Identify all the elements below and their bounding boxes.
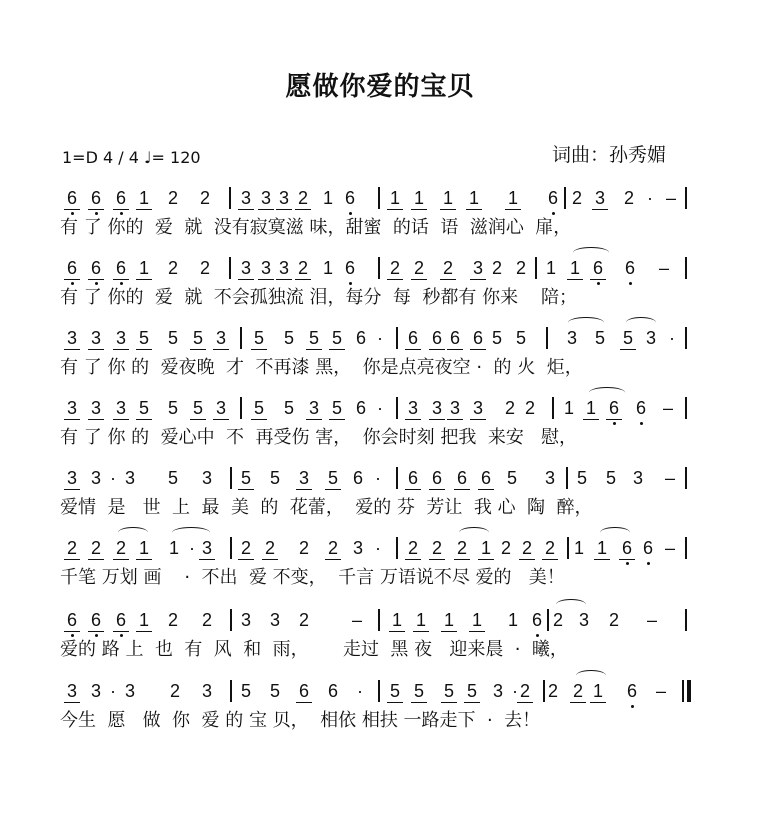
note: 1 xyxy=(438,187,458,215)
barline xyxy=(240,327,242,349)
note: 3 xyxy=(645,328,656,348)
barline xyxy=(230,609,232,631)
note: 6 xyxy=(427,467,447,495)
note: 6 xyxy=(86,257,106,285)
note: 6 xyxy=(294,680,314,708)
sustain-dash: – xyxy=(658,258,669,278)
note: 1 xyxy=(387,609,407,637)
note: 2 xyxy=(298,538,309,558)
note: 6 xyxy=(86,187,106,215)
slur-arc xyxy=(459,527,489,538)
note: 5 xyxy=(167,468,178,488)
note: 6 xyxy=(476,467,496,495)
note: 3 xyxy=(294,467,314,495)
note: 5 xyxy=(385,680,405,708)
score-line-2 xyxy=(0,257,760,317)
note: 3 xyxy=(211,327,231,355)
note: 2 xyxy=(260,537,280,565)
note: 2 xyxy=(169,681,180,701)
final-barline xyxy=(687,680,691,702)
lyric-line: 有 了 你 的 爱夜晚 才 不再漆 黑， 你是点亮夜空 · 的 火 炬， xyxy=(60,357,583,378)
note: 2 xyxy=(515,258,526,278)
key-tempo-info: 1=D 4 / 4 ♩= 120 xyxy=(62,148,201,167)
note: 3 xyxy=(86,327,106,355)
note: 3 xyxy=(86,397,106,425)
lyric-line: 爱的 路 上 也 有 风 和 雨， 走过 黑 夜 迎来晨 · 曦， xyxy=(60,639,568,660)
note: 2 xyxy=(504,398,515,418)
note: 3 xyxy=(62,680,82,708)
lyric-line: 爱情 是 世 上 最 美 的 花蕾， 爱的 芬 芳让 我 心 陶 醉， xyxy=(60,497,593,518)
dot-extension: · xyxy=(357,681,363,701)
note: 2 xyxy=(547,681,558,701)
note: 5 xyxy=(506,468,517,488)
note: 2 xyxy=(427,537,447,565)
barline xyxy=(396,397,398,419)
barline xyxy=(685,327,687,349)
note: 3 xyxy=(124,681,135,701)
note: 1 xyxy=(439,609,459,637)
note: 5 xyxy=(249,327,269,355)
note: 6 xyxy=(355,328,366,348)
slur-arc xyxy=(568,317,604,328)
dot-extension: · xyxy=(375,468,381,488)
note: 5 xyxy=(167,328,178,348)
note: 3 xyxy=(590,187,610,215)
note: 5 xyxy=(134,327,154,355)
slur-arc xyxy=(172,527,210,538)
note: 5 xyxy=(409,680,429,708)
note: 3 xyxy=(544,468,555,488)
note: 2 xyxy=(540,537,560,565)
note: 6 xyxy=(638,537,658,565)
note: 1 xyxy=(581,397,601,425)
note: 5 xyxy=(188,327,208,355)
lyric-line: 千笔 万划 画 · 不出 爱 不变， 千言 万语说不尽 爱的 美！ xyxy=(60,567,565,588)
note: 5 xyxy=(594,328,605,348)
note: 2 xyxy=(298,610,309,630)
note: 3 xyxy=(62,327,82,355)
note: 2 xyxy=(86,537,106,565)
lyric-line: 有 了 你的 爱 就 不会孤独流 泪，每分 每 秒都有 你来 陪； xyxy=(60,287,577,308)
note: 1 xyxy=(565,257,585,285)
score-line-6 xyxy=(0,537,760,597)
note: 2 xyxy=(552,610,563,630)
note: 3 xyxy=(111,397,131,425)
note: 2 xyxy=(167,258,178,278)
note: 2 xyxy=(524,398,535,418)
sustain-dash: – xyxy=(646,610,657,630)
note: 6 xyxy=(62,257,82,285)
barline xyxy=(685,187,687,209)
note: 3 xyxy=(269,610,280,630)
song-title: 愿做你爱的宝贝 xyxy=(285,72,475,102)
note: 3 xyxy=(236,187,256,215)
sustain-dash: – xyxy=(351,610,362,630)
note: 1 xyxy=(134,609,154,637)
note: 2 xyxy=(409,257,429,285)
slur-arc xyxy=(576,670,606,681)
note: 5 xyxy=(236,467,256,495)
note: 5 xyxy=(249,397,269,425)
note: 3 xyxy=(427,397,447,425)
slur-arc xyxy=(556,599,586,610)
note: 2 xyxy=(515,680,535,708)
note: 6 xyxy=(622,680,642,708)
sustain-dash: – xyxy=(662,398,673,418)
note: 5 xyxy=(323,467,343,495)
note: 3 xyxy=(62,467,82,495)
note: 1 xyxy=(588,680,608,708)
note: 3 xyxy=(468,257,488,285)
score-line-8 xyxy=(0,680,760,740)
note: 1 xyxy=(134,257,154,285)
barline xyxy=(685,537,687,559)
note: 5 xyxy=(439,680,459,708)
note: 6 xyxy=(617,537,637,565)
barline xyxy=(229,187,231,209)
note: 1 xyxy=(322,188,333,208)
note: 1 xyxy=(385,187,405,215)
note: 1 xyxy=(573,538,584,558)
barline xyxy=(564,187,566,209)
note: 5 xyxy=(240,681,251,701)
note: 3 xyxy=(256,187,276,215)
note: 2 xyxy=(438,257,458,285)
note: 3 xyxy=(468,397,488,425)
note: 1 xyxy=(134,537,154,565)
note: 6 xyxy=(543,187,563,215)
dot-extension: · xyxy=(669,328,675,348)
note: 3 xyxy=(62,397,82,425)
barline xyxy=(229,257,231,279)
dot-extension: · xyxy=(110,681,116,701)
barline xyxy=(230,467,232,489)
note: 2 xyxy=(236,537,256,565)
barline xyxy=(685,397,687,419)
note: 5 xyxy=(269,681,280,701)
note: 3 xyxy=(111,327,131,355)
note: 2 xyxy=(385,257,405,285)
note: 2 xyxy=(293,257,313,285)
note: 2 xyxy=(62,537,82,565)
note: 3 xyxy=(236,257,256,285)
note: 3 xyxy=(566,328,577,348)
composer-credit: 词曲：孙秀媚 xyxy=(552,144,667,166)
score-line-4 xyxy=(0,397,760,457)
lyric-line: 有 了 你的 爱 就 没有寂寞滋 味，甜蜜 的话 语 滋润心 扉， xyxy=(60,217,572,238)
lyric-line: 今生 愿 做 你 爱 的 宝 贝， 相依 相扶 一路走下 · 去！ xyxy=(60,710,541,731)
note: 3 xyxy=(197,537,217,565)
note: 3 xyxy=(578,610,589,630)
note: 2 xyxy=(199,258,210,278)
note: 5 xyxy=(283,328,294,348)
note: 5 xyxy=(491,328,502,348)
note: 2 xyxy=(608,610,619,630)
note: 1 xyxy=(409,187,429,215)
note: 3 xyxy=(492,681,503,701)
lyric-line: 有 了 你 的 爱心中 不 再受伤 害， 你会时刻 把我 来安 慰， xyxy=(60,427,577,448)
note: 1 xyxy=(592,537,612,565)
note: 6 xyxy=(527,609,547,637)
note: 5 xyxy=(269,468,280,488)
note: 1 xyxy=(563,398,574,418)
note: 6 xyxy=(452,467,472,495)
note: 2 xyxy=(623,188,634,208)
note: 1 xyxy=(503,187,523,215)
barline xyxy=(396,537,398,559)
note: 5 xyxy=(462,680,482,708)
barline xyxy=(396,467,398,489)
note: 6 xyxy=(352,468,363,488)
slur-arc xyxy=(589,387,625,398)
note: 5 xyxy=(283,398,294,418)
note: 5 xyxy=(134,397,154,425)
barline xyxy=(566,467,568,489)
note: 2 xyxy=(517,537,537,565)
score-line-3 xyxy=(0,327,760,387)
note: 3 xyxy=(90,681,101,701)
note: 3 xyxy=(445,397,465,425)
note: 1 xyxy=(464,187,484,215)
barline xyxy=(535,257,537,279)
barline xyxy=(378,257,380,279)
barline xyxy=(230,537,232,559)
note: 6 xyxy=(588,257,608,285)
barline xyxy=(396,327,398,349)
note: 1 xyxy=(476,537,496,565)
barline xyxy=(230,680,232,702)
note: 6 xyxy=(403,327,423,355)
note: 3 xyxy=(632,468,643,488)
barline xyxy=(378,187,380,209)
sustain-dash: – xyxy=(664,468,675,488)
barline xyxy=(685,467,687,489)
note: 6 xyxy=(468,327,488,355)
note: 6 xyxy=(604,397,624,425)
note: 2 xyxy=(293,187,313,215)
note: 1 xyxy=(507,610,518,630)
dot-extension: · xyxy=(375,538,381,558)
note: 2 xyxy=(403,537,423,565)
note: 1 xyxy=(322,258,333,278)
note: 3 xyxy=(352,538,363,558)
dot-extension: · xyxy=(189,538,195,558)
dot-extension: · xyxy=(377,398,383,418)
dot-extension: · xyxy=(647,188,653,208)
note: 1 xyxy=(545,258,556,278)
note: 1 xyxy=(467,609,487,637)
sustain-dash: – xyxy=(665,188,676,208)
note: 6 xyxy=(340,187,360,215)
note: 1 xyxy=(168,538,179,558)
note: 6 xyxy=(631,397,651,425)
sustain-dash: – xyxy=(655,681,666,701)
note: 3 xyxy=(403,397,423,425)
sustain-dash: – xyxy=(664,538,675,558)
note: 3 xyxy=(201,681,212,701)
note: 6 xyxy=(355,398,366,418)
note: 3 xyxy=(211,397,231,425)
note: 5 xyxy=(304,327,324,355)
note: 6 xyxy=(62,187,82,215)
note: 2 xyxy=(571,188,582,208)
note: 3 xyxy=(240,610,251,630)
slur-arc xyxy=(600,527,630,538)
note: 2 xyxy=(491,258,502,278)
note: 1 xyxy=(134,187,154,215)
score-line-5 xyxy=(0,467,760,527)
dot-extension: · xyxy=(512,681,518,701)
slur-arc xyxy=(118,527,148,538)
note: 5 xyxy=(327,397,347,425)
note: 2 xyxy=(167,188,178,208)
barline xyxy=(685,609,687,631)
barline xyxy=(378,680,380,702)
note: 6 xyxy=(327,681,338,701)
slur-arc xyxy=(626,317,656,328)
barline xyxy=(685,257,687,279)
note: 6 xyxy=(111,609,131,637)
dot-extension: · xyxy=(110,468,116,488)
barline xyxy=(378,609,380,631)
note: 5 xyxy=(618,327,638,355)
barline xyxy=(240,397,242,419)
note: 6 xyxy=(111,187,131,215)
note: 3 xyxy=(201,468,212,488)
note: 6 xyxy=(427,327,447,355)
note: 3 xyxy=(124,468,135,488)
note: 5 xyxy=(327,327,347,355)
note: 6 xyxy=(86,609,106,637)
note: 5 xyxy=(167,398,178,418)
note: 6 xyxy=(403,467,423,495)
note: 1 xyxy=(411,609,431,637)
note: 6 xyxy=(62,609,82,637)
note: 2 xyxy=(323,537,343,565)
note: 6 xyxy=(620,257,640,285)
note: 3 xyxy=(256,257,276,285)
barline xyxy=(546,327,548,349)
note: 2 xyxy=(452,537,472,565)
note: 2 xyxy=(111,537,131,565)
note: 6 xyxy=(445,327,465,355)
note: 3 xyxy=(90,468,101,488)
note: 5 xyxy=(576,468,587,488)
note: 3 xyxy=(274,187,294,215)
note: 2 xyxy=(199,188,210,208)
score-line-7 xyxy=(0,609,760,669)
barline xyxy=(552,397,554,419)
note: 2 xyxy=(500,538,511,558)
note: 5 xyxy=(188,397,208,425)
note: 6 xyxy=(111,257,131,285)
score-line-1 xyxy=(0,187,760,247)
slur-arc xyxy=(573,247,609,258)
note: 6 xyxy=(340,257,360,285)
note: 3 xyxy=(304,397,324,425)
note: 5 xyxy=(515,328,526,348)
note: 2 xyxy=(568,680,588,708)
note: 5 xyxy=(605,468,616,488)
dot-extension: · xyxy=(377,328,383,348)
note: 3 xyxy=(274,257,294,285)
note: 2 xyxy=(167,610,178,630)
note: 2 xyxy=(201,610,212,630)
